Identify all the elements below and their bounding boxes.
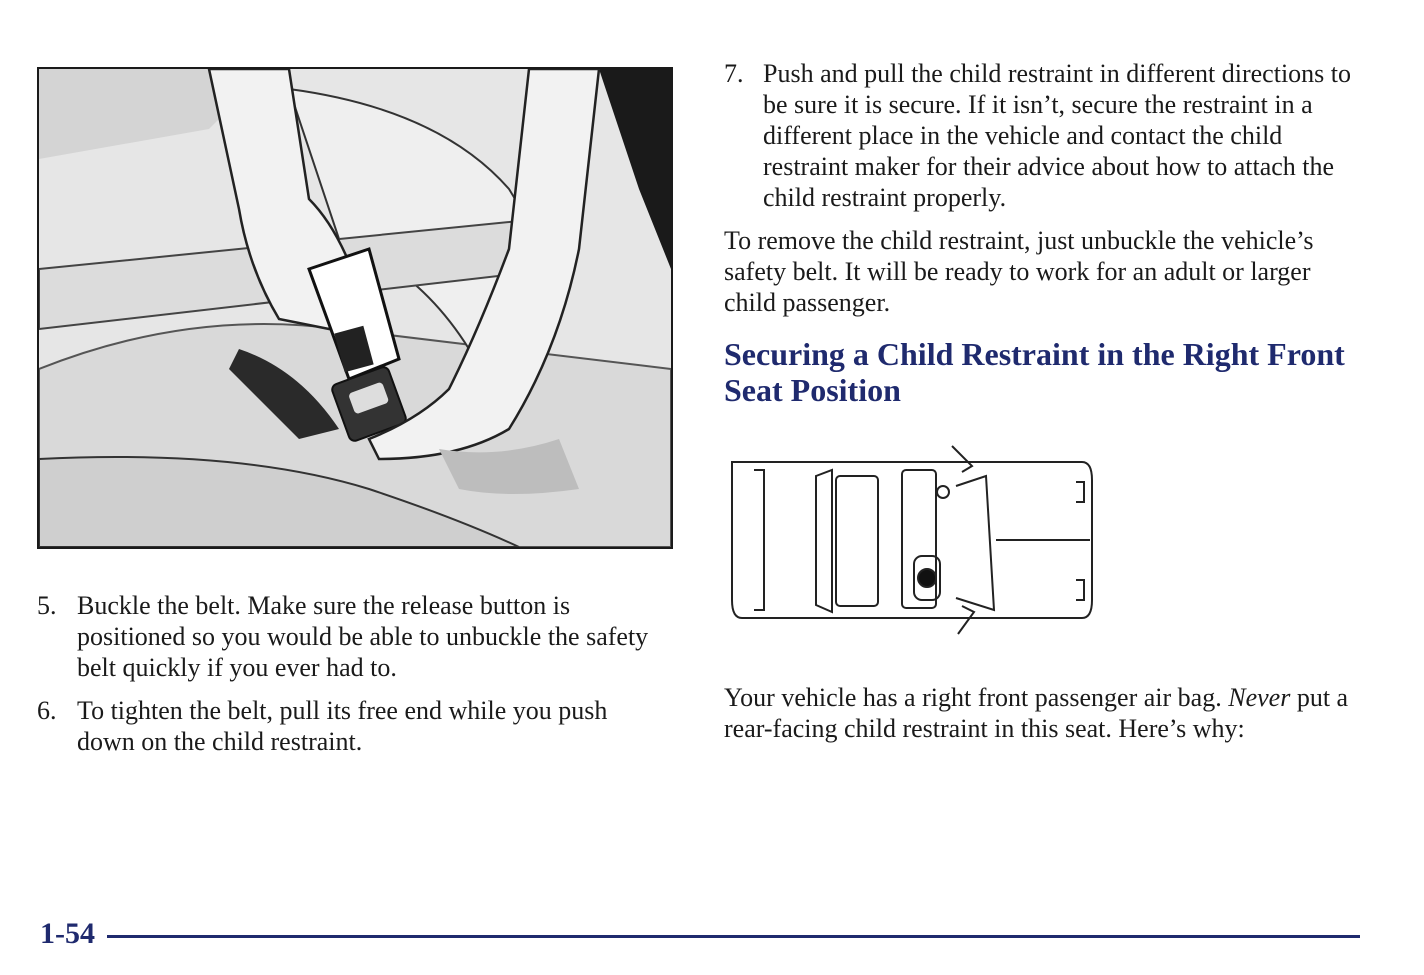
step-6 — [37, 695, 667, 757]
airbag-emphasis: Never — [1228, 683, 1291, 712]
page-number: 1-54 — [40, 917, 95, 950]
step-number: 6. — [37, 696, 57, 725]
step-7 — [724, 58, 1364, 213]
step-text: To tighten the belt, pull its free end while you push down on the child restraint. — [77, 696, 608, 756]
section-heading: Securing a Child Restraint in the Right Front Seat Position — [724, 336, 1345, 408]
right-column — [724, 58, 1364, 408]
step-number: 7. — [724, 59, 744, 88]
airbag-warning-paragraph — [724, 682, 1364, 744]
remove-restraint-paragraph: To remove the child restraint, just unbuckle the vehicle’s safety belt. It will be ready to work for an adult or larger child passenger. — [724, 226, 1314, 317]
buckle-illustration — [37, 67, 673, 549]
footer-rule — [107, 935, 1360, 938]
vehicle-diagram — [724, 440, 1104, 640]
step-text: Buckle the belt. Make sure the release button is positioned so you would be able to unbuckle the safety belt quickly if you ever had to. — [77, 591, 649, 682]
vehicle-top-view-diagram — [724, 440, 1104, 640]
step-number: 5. — [37, 591, 57, 620]
step-text: Push and pull the child restraint in different directions to be sure it is secure. If it isn’t, secure the restraint in a different place in the vehicle and contact the child restraint maker for their advice about how to attach the child restraint properly. — [763, 59, 1352, 212]
page-footer — [40, 914, 1360, 954]
airbag-text-part1: Your vehicle has a right front passenger air bag. — [724, 683, 1222, 712]
airbag-text-part2: put a rear-facing child restraint in this seat. Here’s why: — [724, 683, 1349, 743]
left-column — [37, 590, 667, 769]
buckling-safety-belt-illustration — [39, 69, 671, 547]
step-5 — [37, 590, 667, 683]
